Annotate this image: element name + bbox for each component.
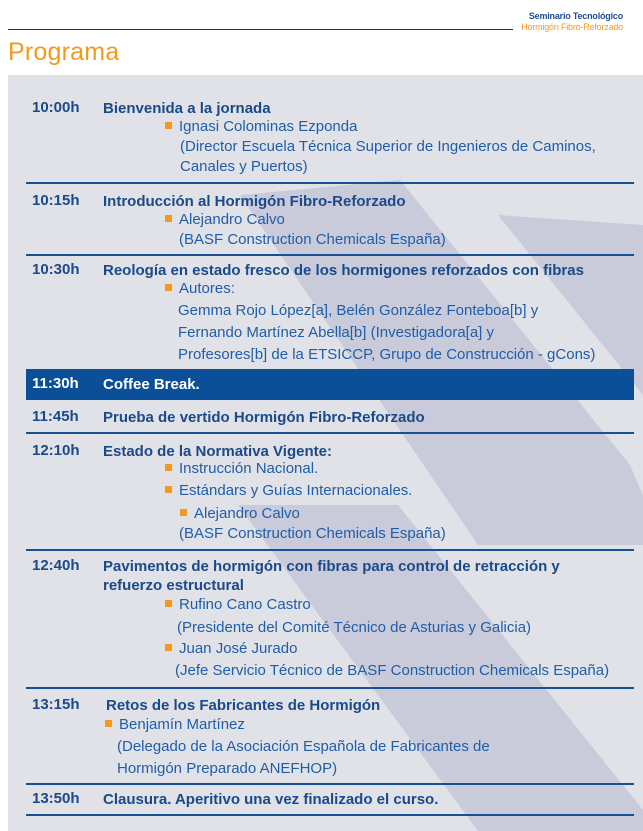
bullet-icon (105, 720, 112, 727)
affiliation-line: Canales y Puertos) (180, 158, 308, 175)
item-title: Pavimentos de hormigón con fibras para control de retracción y (103, 558, 560, 575)
topic-line: Estándars y Guías Internacionales. (165, 481, 412, 501)
item-time: 11:45h (32, 408, 79, 425)
seminar-label: Seminario Tecnológico (528, 11, 623, 21)
divider (26, 182, 634, 184)
item-title: Introducción al Hormigón Fibro-Reforzado (103, 193, 406, 210)
divider (26, 254, 634, 256)
bullet-icon (165, 122, 172, 129)
speaker-line: Alejandro Calvo (180, 504, 300, 524)
header-rule (8, 29, 513, 30)
item-title: Prueba de vertido Hormigón Fibro-Reforzado (103, 409, 425, 426)
authors-line: Profesores[b] de la ETSICCP, Grupo de Construcción - gCons) (178, 346, 596, 363)
item-title: Clausura. Aperitivo una vez finalizado el curso. (103, 791, 439, 808)
item-title: Estado de la Normativa Vigente: (103, 443, 332, 460)
item-time: 11:30h (32, 375, 79, 392)
bullet-icon (165, 284, 172, 291)
speaker-line: Ignasi Colominas Ezponda (165, 117, 357, 137)
topic-line: Instrucción Nacional. (165, 459, 318, 479)
item-time: 12:10h (32, 442, 80, 459)
item-title-cont: refuerzo estructural (103, 577, 244, 594)
coffee-break-row (26, 369, 634, 400)
item-time: 12:40h (32, 557, 80, 574)
bullet-icon (165, 464, 172, 471)
affiliation-line: (BASF Construction Chemicals España) (179, 231, 446, 248)
speaker-line: Alejandro Calvo (165, 210, 285, 230)
speaker-line: Benjamín Martínez (105, 715, 245, 735)
bullet-icon (165, 600, 172, 607)
bullet-icon (165, 215, 172, 222)
item-title: Reología en estado fresco de los hormigones reforzados con fibras (103, 262, 584, 279)
divider (26, 783, 634, 785)
authors-line: Fernando Martínez Abella[b] (Investigadora[a] y (178, 324, 495, 341)
affiliation-line: (Jefe Servicio Técnico de BASF Construction Chemicals España) (175, 662, 610, 679)
item-title: Bienvenida a la jornada (103, 100, 271, 117)
item-time: 10:30h (32, 261, 80, 278)
item-time: 13:50h (32, 790, 80, 807)
page-title: Programa (8, 38, 120, 66)
authors-line: Gemma Rojo López[a], Belén González Fonteboa[b] y (178, 302, 539, 319)
divider (26, 814, 634, 816)
divider (26, 549, 634, 551)
item-time: 13:15h (32, 696, 80, 713)
speaker-line: Rufino Cano Castro (165, 595, 311, 615)
item-time: 10:00h (32, 99, 80, 116)
item-title: Coffee Break. (103, 376, 200, 393)
affiliation-line: Hormigón Preparado ANEFHOP) (117, 760, 338, 777)
bullet-icon (165, 644, 172, 651)
affiliation-line: (BASF Construction Chemicals España) (179, 525, 446, 542)
seminar-subtitle: Hormigón Fibro-Reforzado (521, 22, 623, 32)
speaker-line: Juan José Jurado (165, 639, 297, 659)
bullet-icon (165, 486, 172, 493)
speaker-line: Autores: (165, 279, 235, 299)
divider (26, 432, 634, 434)
program-panel (8, 75, 643, 831)
bullet-icon (180, 509, 187, 516)
item-title: Retos de los Fabricantes de Hormigón (106, 697, 381, 714)
item-time: 10:15h (32, 192, 80, 209)
affiliation-line: (Director Escuela Técnica Superior de Ingenieros de Caminos, (180, 138, 596, 155)
divider (26, 687, 634, 689)
affiliation-line: (Delegado de la Asociación Española de Fabricantes de (117, 738, 490, 755)
affiliation-line: (Presidente del Comité Técnico de Asturias y Galicia) (177, 619, 532, 636)
